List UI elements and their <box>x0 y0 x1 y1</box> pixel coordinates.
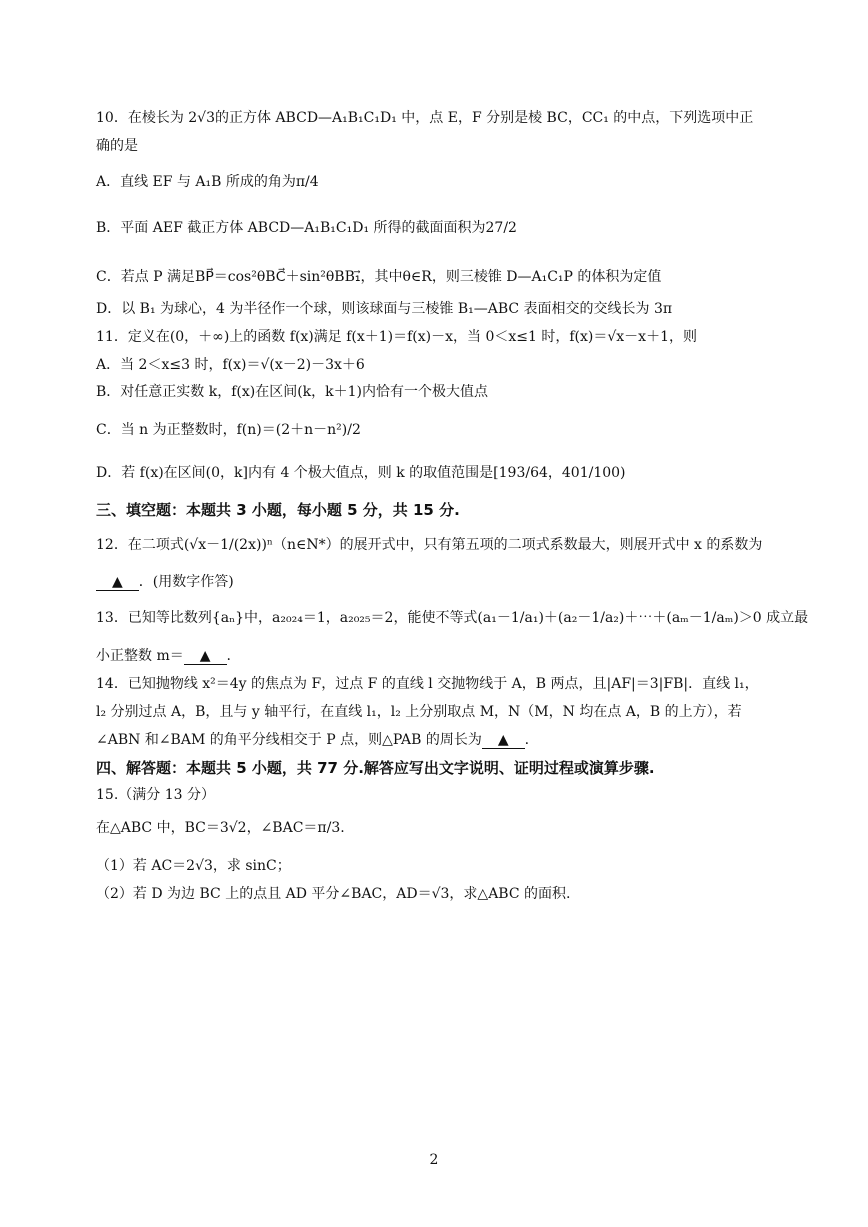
q14-stem-line3 <box>96 730 798 750</box>
q11-option-a: A．当 2＜x≤3 时，f(x)＝√(x－2)－3x＋6 <box>96 357 365 373</box>
q11-stem: 11．定义在(0，＋∞)上的函数 f(x)满足 f(x＋1)＝f(x)－x，当 0＜x≤1 时，f(x)＝√x－x＋1，则 <box>96 329 697 345</box>
q12-stem-line2 <box>96 572 798 592</box>
q14-text: ∠ABN 和∠BAM 的角平分线相交于 P 点，则△PAB 的周长为 <box>96 732 482 748</box>
q12-stem-line1: 12．在二项式(√x－1/(2x))ⁿ（n∈N*）的展开式中，只有第五项的二项式系数最大，则展开式中 x 的系数为 <box>96 537 763 553</box>
q15-stem: 在△ABC 中，BC＝3√2，∠BAC＝π/3. <box>96 820 345 836</box>
section-heading-fill-in: 三、填空题：本题共 3 小题，每小题 5 分，共 15 分. <box>96 501 460 519</box>
q11-option-d: D．若 f(x)在区间(0，k]内有 4 个极大值点，则 k 的取值范围是[193/64，401/100) <box>96 465 626 481</box>
q10-stem-line1: 10．在棱长为 2√3的正方体 ABCD—A₁B₁C₁D₁ 中，点 E，F 分别是棱 BC，CC₁ 的中点，下列选项中正 <box>96 110 754 126</box>
q10-option-d: D．以 B₁ 为球心，4 为半径作一个球，则该球面与三棱锥 B₁—ABC 表面相交的交线长为 3π <box>96 301 673 317</box>
q10-option-c: C．若点 P 满足BP⃗＝cos²θBC⃗＋sin²θBB₁⃗，其中θ∈R，则三棱锥 D—A₁C₁P 的体积为定值 <box>96 269 662 285</box>
q13-text: 小正整数 m＝ <box>96 648 184 664</box>
answer-blank: ▲ <box>96 574 139 591</box>
q14-stem-line2: l₂ 分别过点 A，B，且与 y 轴平行，在直线 l₁，l₂ 上分别取点 M，N（M，N 均在点 A，B 的上方），若 <box>96 704 742 720</box>
q14-end: . <box>524 732 530 748</box>
q11-option-b: B．对任意正实数 k，f(x)在区间(k，k＋1)内恰有一个极大值点 <box>96 384 489 400</box>
section-heading-solutions: 四、解答题：本题共 5 小题，共 77 分.解答应写出文字说明、证明过程或演算步骤. <box>96 759 655 777</box>
q10-stem-line2: 确的是 <box>96 138 138 154</box>
q10-option-a: A．直线 EF 与 A₁B 所成的角为π/4 <box>96 174 319 190</box>
q13-stem-line1: 13．已知等比数列{aₙ}中，a₂₀₂₄＝1，a₂₀₂₅＝2，能使不等式(a₁－1/a₁)＋(a₂－1/a₂)＋⋯＋(aₘ－1/aₘ)＞0 成立最 <box>96 610 809 626</box>
q10-option-b: B．平面 AEF 截正方体 ABCD—A₁B₁C₁D₁ 所得的截面面积为27/2 <box>96 220 517 236</box>
q13-stem-line2 <box>96 646 798 666</box>
q15-part2: （2）若 D 为边 BC 上的点且 AD 平分∠BAC，AD＝√3，求△ABC 的面积. <box>96 886 571 902</box>
q15-heading: 15.（满分 13 分） <box>96 787 215 803</box>
q13-end: . <box>226 648 231 664</box>
answer-blank: ▲ <box>482 732 525 749</box>
answer-blank: ▲ <box>184 648 227 665</box>
q15-part1: （1）若 AC＝2√3，求 sinC； <box>96 858 291 874</box>
page-number: 2 <box>429 1152 439 1168</box>
q14-stem-line1: 14．已知抛物线 x²＝4y 的焦点为 F，过点 F 的直线 l 交抛物线于 A，B 两点，且|AF|＝3|FB|．直线 l₁， <box>96 676 759 692</box>
q12-note: ．(用数字作答) <box>138 574 234 590</box>
q11-option-c: C．当 n 为正整数时，f(n)＝(2＋n－n²)/2 <box>96 422 361 438</box>
